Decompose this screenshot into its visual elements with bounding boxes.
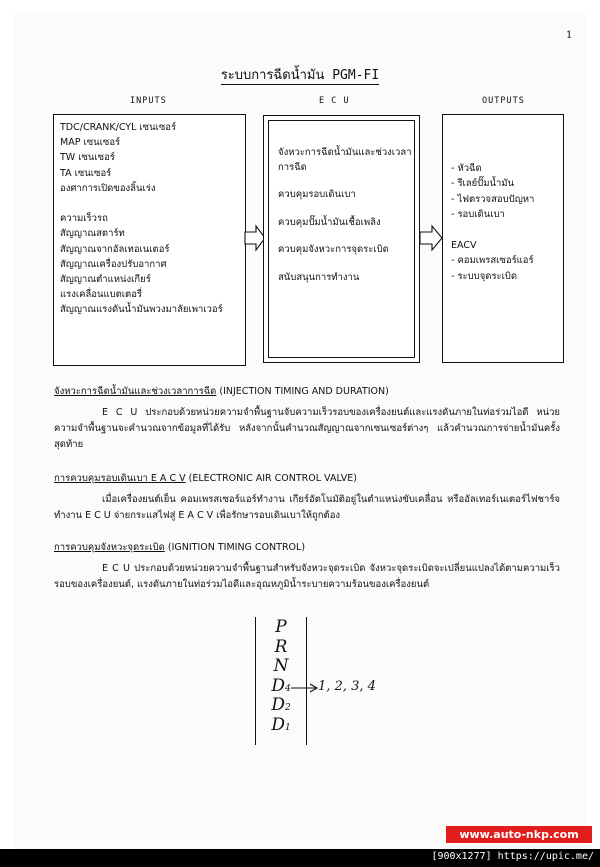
section-heading-eacv: การควบคุมรอบเดินเบา E A C V (ELECTRONIC AIR CONTROL VALVE) [54, 473, 357, 484]
inputs-list [60, 120, 223, 318]
output-item: - คอมเพรสเซอร์แอร์ [451, 255, 534, 267]
inputs-box [53, 114, 246, 366]
output-item: - หัวฉีด [451, 163, 482, 174]
footer-text: [900x1277] https://upic.me/ [431, 851, 594, 862]
arrow-icon [290, 682, 320, 694]
ecu-functions-list [278, 146, 413, 298]
page-number: 1 [566, 30, 573, 41]
outputs-heading: OUTPUTS [482, 96, 525, 106]
gear-position: N [273, 656, 289, 676]
gear-position: P [275, 617, 287, 637]
input-item: TA เซนเซอร์ [60, 167, 112, 179]
inputs-heading: INPUTS [130, 96, 167, 106]
ecu-function-item: สนับสนุนการทำงาน [278, 271, 360, 283]
section-body-injection: E C U ประกอบด้วยหน่วยความจำพื้นฐานจับความเร็วรอบของเครื่องยนต์และแรงดันภายในท่อร่วมไอดี หน่วยความจำพื้นฐานจะคำนวณจากข้อมูลที่ได้รับ หลังจากนั้นคำนวณสัญญาณจากเซนเซอร์ต่างๆ แล้วคำนวณการจ่ายน้ำมันครั้งสุดท้าย [54, 407, 560, 450]
ecu-function-item: จังหวะการฉีดน้ำมันและช่วงเวลาการฉีด [278, 147, 412, 173]
ecu-function-item: ควบคุมปั๊มน้ำมันเชื้อเพลิง [278, 216, 381, 228]
input-item: สัญญาณเครื่องปรับอากาศ [60, 258, 167, 270]
input-item: TDC/CRANK/CYL เซนเซอร์ [60, 122, 177, 133]
gear-position: D4 [271, 675, 291, 696]
footer-bar [0, 849, 600, 867]
gear-position: D1 [271, 714, 291, 735]
input-item: แรงเคลื่อนแบตเตอรี่ [60, 289, 143, 301]
input-item: สัญญาณแรงดันน้ำมันพวงมาลัยเพาเวอร์ [60, 304, 223, 316]
gear-note: 1, 2, 3, 4 [318, 679, 376, 694]
input-item: ความเร็วรถ [60, 213, 108, 225]
gear-selector-sketch [255, 617, 307, 745]
ecu-function-item: ควบคุมรอบเดินเบา [278, 189, 356, 200]
outputs-list [451, 161, 534, 284]
gear-positions [256, 617, 306, 734]
input-item: องศาการเปิดของลิ้นเร่ง [60, 182, 156, 194]
output-item: - ระบบจุดระเบิด [451, 270, 518, 282]
output-item: - รอบเดินเบา [451, 209, 505, 221]
input-item: TW เซนเซอร์ [60, 152, 115, 164]
gear-position: D2 [271, 695, 291, 715]
input-item [60, 196, 223, 211]
section-heading-injection: จังหวะการฉีดน้ำมันและช่วงเวลาการฉีด (INJECTION TIMING AND DURATION) [54, 386, 389, 397]
section-heading-ignition: การควบคุมจังหวะจุดระเบิด (IGNITION TIMING CONTROL) [54, 542, 306, 553]
output-item: - ไฟตรวจสอบปัญหา [451, 193, 535, 205]
page-title: ระบบการฉีดน้ำมัน PGM-FI [220, 68, 380, 83]
section-body-eacv: เมื่อเครื่องยนต์เย็น คอมเพรสเซอร์แอร์ทำงาน เกียร์อัตโนมัติอยู่ในตำแหน่งขับเคลื่อน หรืออัลเทอร์เนเตอร์ไฟชาร์จทำงาน E C U จ่ายกระแสไฟสู่ E A C V เพื่อรักษารอบเดินเบาให้ถูกต้อง [54, 494, 560, 521]
ecu-heading: E C U [319, 96, 350, 106]
output-item: - รีเลย์ปั๊มน้ำมัน [451, 178, 515, 190]
output-item: EACV [451, 240, 477, 252]
gear-position: R [274, 636, 288, 657]
outputs-box [442, 114, 564, 363]
arrow-icon [419, 224, 443, 252]
output-item [451, 223, 534, 238]
input-item: สัญญาณตำแหน่งเกียร์ [60, 274, 151, 286]
section-body-ignition: E C U ประกอบด้วยหน่วยความจำพื้นฐานสำหรับจังหวะจุดระเบิด จังหวะจุดระเบิดจะเปลี่ยนแปลงได้ตามความเร็วรอบของเครื่องยนต์, แรงดันภายในท่อร่วมไอดีและอุณหภูมิน้ำระบายความร้อนของเครื่องยนต์ [54, 563, 560, 590]
input-item: MAP เซนเซอร์ [60, 137, 121, 149]
input-item: สัญญาณจากอัลเทอเนเตอร์ [60, 243, 170, 255]
site-watermark: www.auto-nkp.com [446, 826, 592, 843]
ecu-box [263, 115, 420, 363]
ecu-function-item: ควบคุมจังหวะการจุดระเบิด [278, 244, 389, 255]
input-item: สัญญาณสตาร์ท [60, 228, 125, 240]
